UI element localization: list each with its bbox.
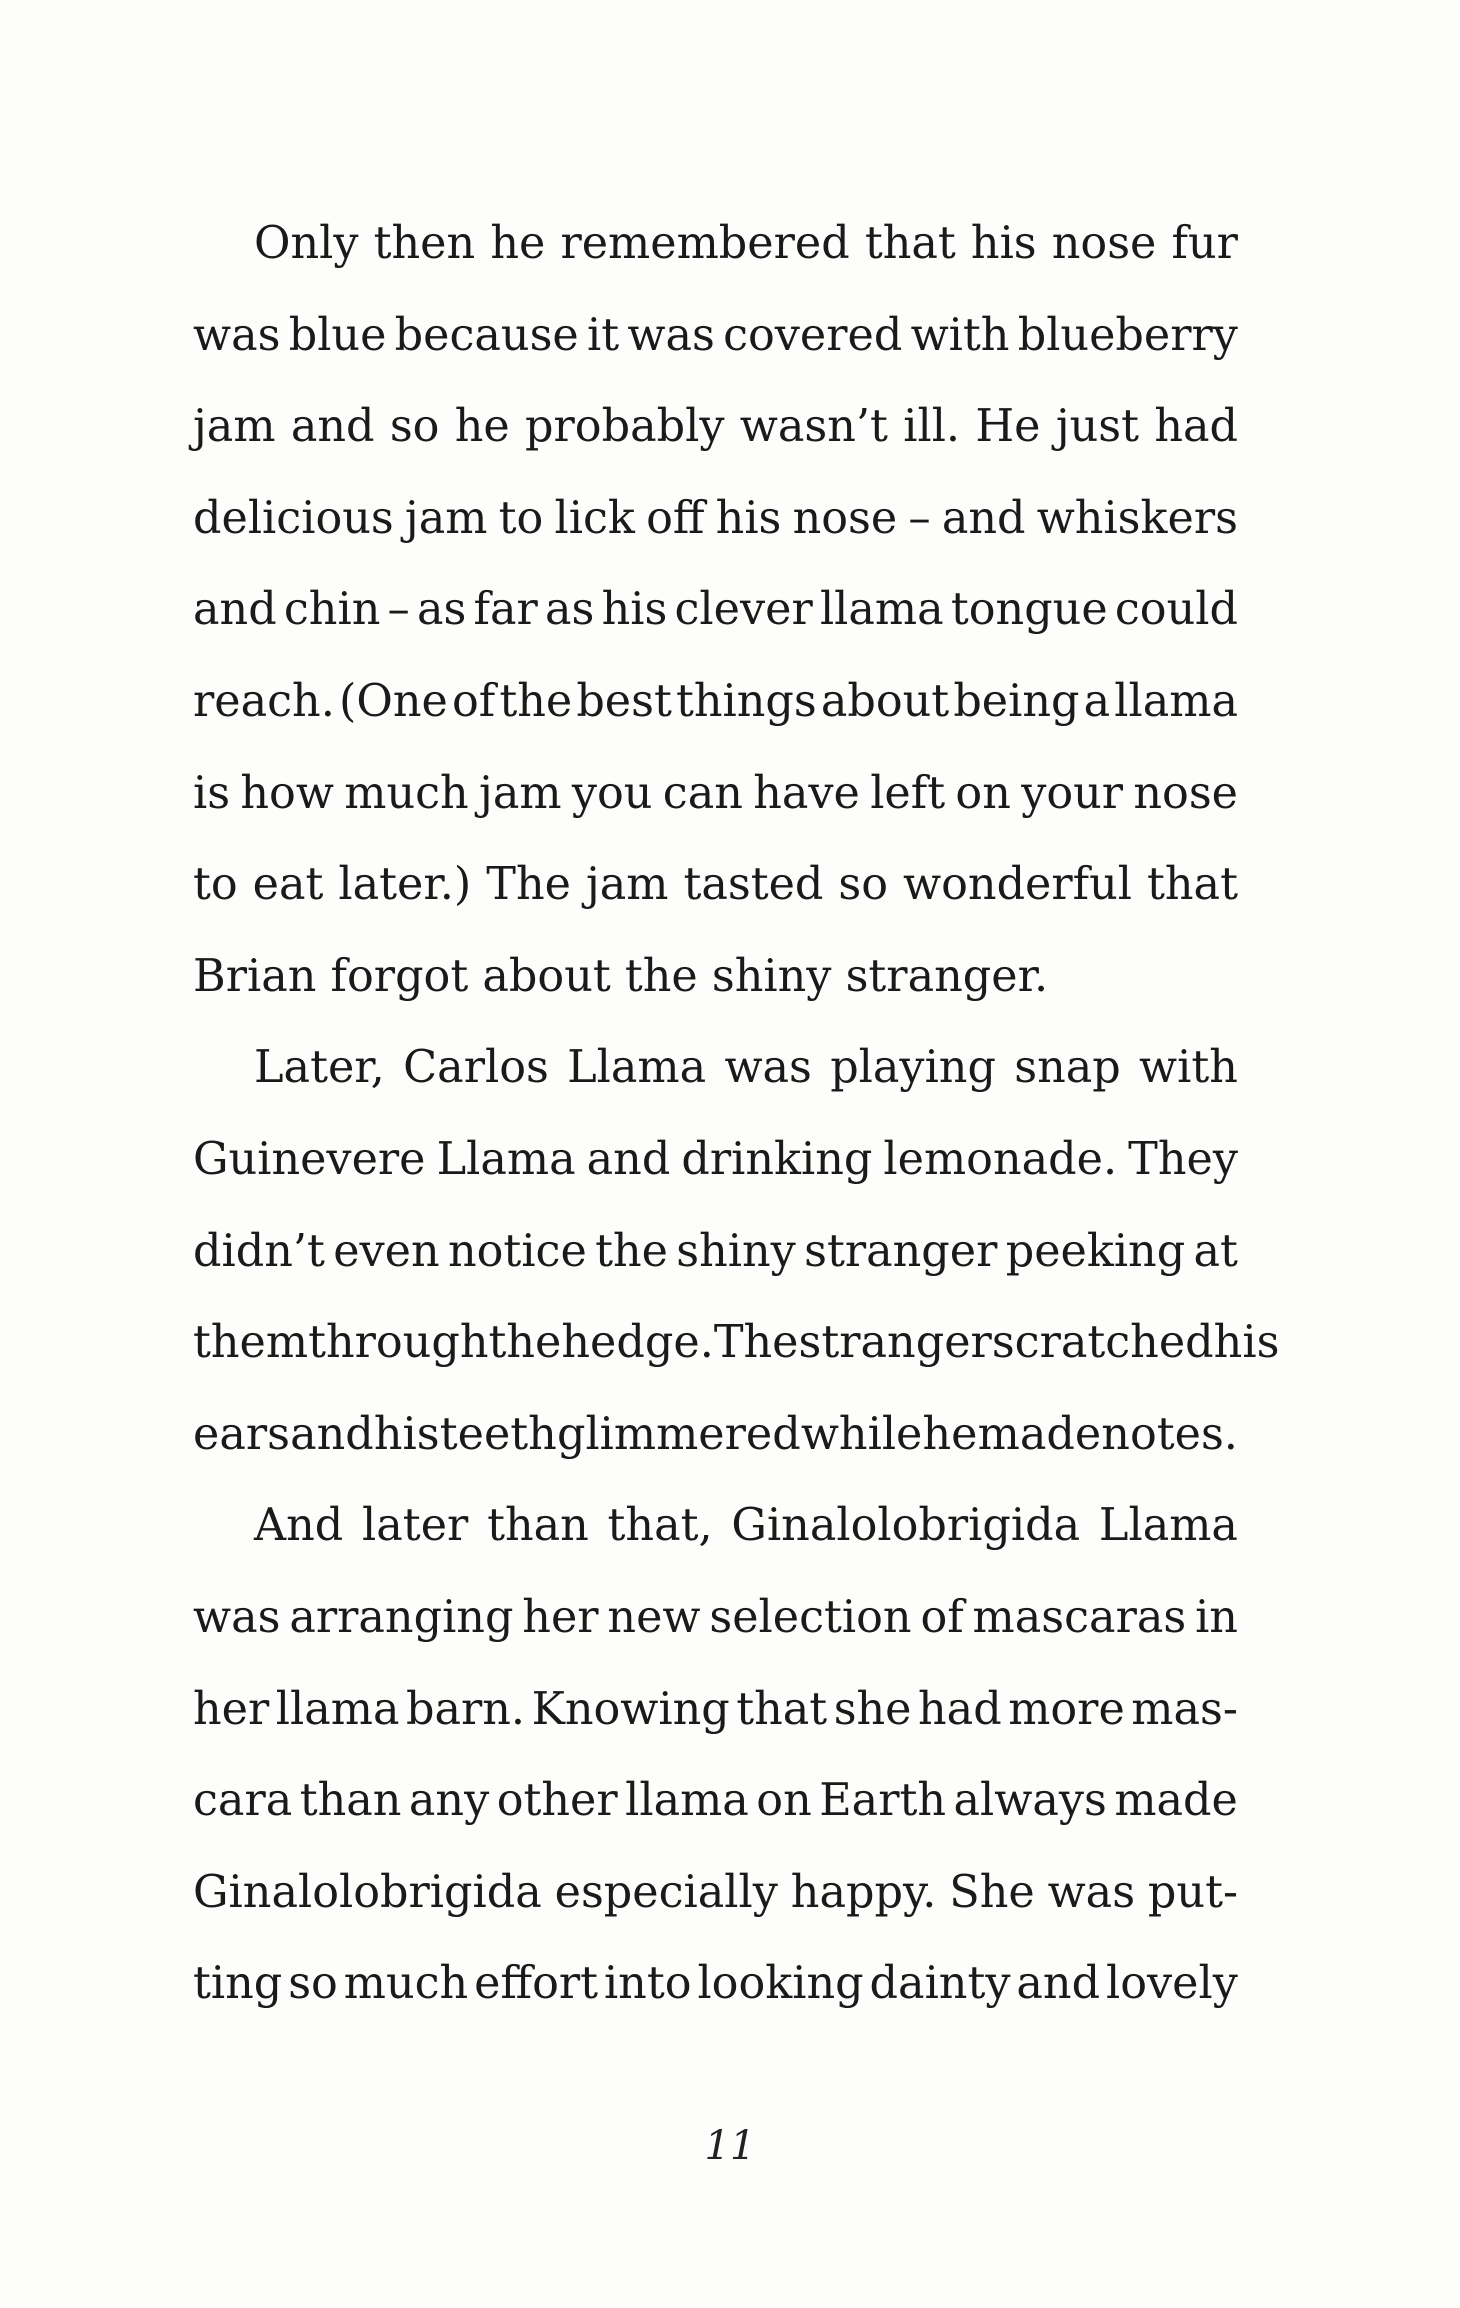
- text-line: was arranging her new selection of mascaras in: [193, 1591, 1238, 1643]
- text-line: to eat later.) The jam tasted so wonderful that: [193, 859, 1238, 911]
- text-line: cara than any other llama on Earth always made: [193, 1775, 1238, 1827]
- text-line: reach. (One of the best things about being a llama: [193, 675, 1238, 727]
- text-line: is how much jam you can have left on your nose: [193, 767, 1238, 819]
- text-line: Only then he remembered that his nose fur: [254, 218, 1238, 269]
- text-line: Guinevere Llama and drinking lemonade. They: [193, 1133, 1238, 1185]
- text-line: was blue because it was covered with blueberry: [193, 309, 1238, 361]
- text-line: Brian forgot about the shiny stranger.: [193, 950, 1049, 1002]
- page-number: 11: [704, 2123, 756, 2169]
- body-text: [193, 198, 1280, 2030]
- text-line: her llama barn. Knowing that she had more mas-: [193, 1683, 1238, 1735]
- text-line: jam and so he probably wasn’t ill. He just had: [193, 401, 1238, 453]
- text-line: and chin – as far as his clever llama tongue could: [193, 584, 1238, 636]
- text-line: ting so much effort into looking dainty and lovely: [193, 1958, 1238, 2010]
- text-line: And later than that, Ginalolobrigida Llama: [254, 1500, 1238, 1552]
- text-line: Ginalolobrigida especially happy. She was put-: [193, 1866, 1238, 1918]
- text-line: delicious jam to lick off his nose – and whiskers: [193, 492, 1238, 544]
- text-line: Later, Carlos Llama was playing snap with: [254, 1042, 1238, 1094]
- text-line: them through the hedge. The stranger scratched his: [193, 1317, 1280, 1369]
- text-line: ears and his teeth glimmered while he made notes.: [193, 1408, 1238, 1460]
- text-line: didn’t even notice the shiny stranger peeking at: [193, 1225, 1238, 1277]
